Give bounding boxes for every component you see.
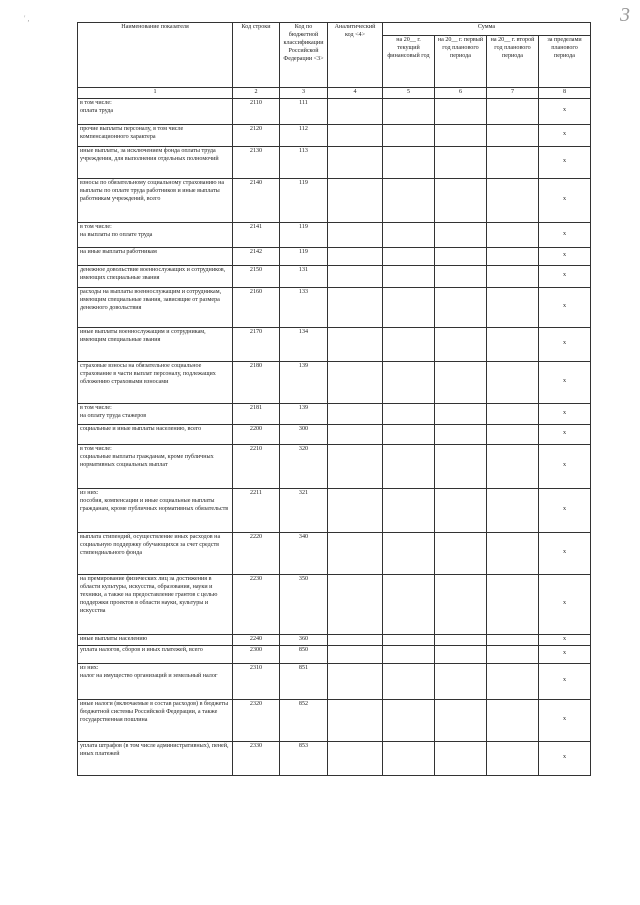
row-code: 2200 xyxy=(233,424,280,444)
sum-second-plan-year-cell xyxy=(487,361,539,403)
row-name: социальные и иные выплаты населению, всего xyxy=(78,424,233,444)
sum-second-plan-year-cell xyxy=(487,574,539,634)
sum-second-plan-year-cell xyxy=(487,424,539,444)
analytic-code-cell xyxy=(328,146,383,178)
row-name: денежное довольствие военнослужащих и сотрудников, имеющих специальные звания xyxy=(78,265,233,287)
sum-first-plan-year-cell xyxy=(435,574,487,634)
row-name: в том числе: оплата труда xyxy=(78,98,233,124)
sum-current-year-cell xyxy=(383,403,435,424)
analytic-code-cell xyxy=(328,444,383,488)
table-row xyxy=(78,247,591,265)
col-number: 7 xyxy=(487,88,539,99)
sum-second-plan-year-cell xyxy=(487,287,539,327)
analytic-code-cell xyxy=(328,98,383,124)
sum-second-plan-year-cell xyxy=(487,532,539,574)
sum-second-plan-year-cell xyxy=(487,488,539,532)
row-code: 2150 xyxy=(233,265,280,287)
row-name: страховые взносы на обязательное социальное страхование в части выплат персоналу, подлежащих обложению страховыми взносами xyxy=(78,361,233,403)
sum-current-year-cell xyxy=(383,741,435,775)
row-code: 2141 xyxy=(233,222,280,247)
beyond-plan-cell: x xyxy=(539,699,591,741)
row-name: уплата штрафов (в том числе административных), пеней, иных платежей xyxy=(78,741,233,775)
table-row xyxy=(78,178,591,222)
beyond-plan-cell: x xyxy=(539,444,591,488)
table-row xyxy=(78,124,591,146)
row-code: 2140 xyxy=(233,178,280,222)
sum-second-plan-year-cell xyxy=(487,178,539,222)
row-name: уплата налогов, сборов и иных платежей, всего xyxy=(78,645,233,663)
table-row xyxy=(78,361,591,403)
analytic-code-cell xyxy=(328,178,383,222)
sum-current-year-cell xyxy=(383,663,435,699)
kbk-code: 133 xyxy=(280,287,328,327)
header-row-code: Код строки xyxy=(233,23,280,88)
sum-current-year-cell xyxy=(383,634,435,645)
row-code: 2310 xyxy=(233,663,280,699)
sum-current-year-cell xyxy=(383,444,435,488)
sum-first-plan-year-cell xyxy=(435,327,487,361)
analytic-code-cell xyxy=(328,424,383,444)
row-name: прочие выплаты персоналу, в том числе компенсационного характера xyxy=(78,124,233,146)
analytic-code-cell xyxy=(328,222,383,247)
col-number: 8 xyxy=(539,88,591,99)
header-kbk-code: Код по бюджетной классификации Российской Федерации <3> xyxy=(280,23,328,88)
analytic-code-cell xyxy=(328,574,383,634)
row-code: 2110 xyxy=(233,98,280,124)
analytic-code-cell xyxy=(328,488,383,532)
kbk-code: 131 xyxy=(280,265,328,287)
kbk-code: 119 xyxy=(280,178,328,222)
row-name: иные выплаты военнослужащим и сотрудникам, имеющим специальные звания xyxy=(78,327,233,361)
analytic-code-cell xyxy=(328,663,383,699)
sum-first-plan-year-cell xyxy=(435,222,487,247)
row-code: 2180 xyxy=(233,361,280,403)
beyond-plan-cell: x xyxy=(539,488,591,532)
analytic-code-cell xyxy=(328,532,383,574)
table-body xyxy=(78,98,591,775)
sum-current-year-cell xyxy=(383,327,435,361)
sum-current-year-cell xyxy=(383,645,435,663)
analytic-code-cell xyxy=(328,403,383,424)
sum-first-plan-year-cell xyxy=(435,488,487,532)
sum-first-plan-year-cell xyxy=(435,124,487,146)
sum-first-plan-year-cell xyxy=(435,361,487,403)
header-name: Наименование показателя xyxy=(78,23,233,88)
beyond-plan-cell: x xyxy=(539,645,591,663)
beyond-plan-cell: x xyxy=(539,634,591,645)
table-row xyxy=(78,532,591,574)
row-name: в том числе: на выплаты по оплате труда xyxy=(78,222,233,247)
table-row xyxy=(78,663,591,699)
sum-current-year-cell xyxy=(383,178,435,222)
sum-first-plan-year-cell xyxy=(435,98,487,124)
beyond-plan-cell: x xyxy=(539,574,591,634)
row-code: 2142 xyxy=(233,247,280,265)
row-name: взносы по обязательному социальному страхованию на выплаты по оплате труда работников и иные выплаты работникам учреждений, всего xyxy=(78,178,233,222)
kbk-code: 139 xyxy=(280,361,328,403)
row-name: иные налоги (включаемые в состав расходов) в бюджеты бюджетной системы Российской Федерации, а также государственная пошлина xyxy=(78,699,233,741)
budget-plan-table xyxy=(77,22,591,776)
table-row xyxy=(78,424,591,444)
sum-second-plan-year-cell xyxy=(487,222,539,247)
table-row xyxy=(78,645,591,663)
row-name: иные выплаты населению xyxy=(78,634,233,645)
sum-current-year-cell xyxy=(383,265,435,287)
table-row xyxy=(78,146,591,178)
kbk-code: 850 xyxy=(280,645,328,663)
sum-current-year-cell xyxy=(383,124,435,146)
row-name: в том числе: на оплату труда стажеров xyxy=(78,403,233,424)
scan-specks: ' , xyxy=(24,14,30,23)
sum-second-plan-year-cell xyxy=(487,146,539,178)
beyond-plan-cell: x xyxy=(539,403,591,424)
col-number: 3 xyxy=(280,88,328,99)
sum-second-plan-year-cell xyxy=(487,98,539,124)
sum-first-plan-year-cell xyxy=(435,634,487,645)
beyond-plan-cell: x xyxy=(539,327,591,361)
analytic-code-cell xyxy=(328,741,383,775)
kbk-code: 113 xyxy=(280,146,328,178)
header-sum: Сумма xyxy=(383,23,591,36)
sum-first-plan-year-cell xyxy=(435,403,487,424)
kbk-code: 853 xyxy=(280,741,328,775)
sum-second-plan-year-cell xyxy=(487,124,539,146)
sum-second-plan-year-cell xyxy=(487,265,539,287)
table-row xyxy=(78,634,591,645)
table-row xyxy=(78,488,591,532)
sum-second-plan-year-cell xyxy=(487,663,539,699)
sum-current-year-cell xyxy=(383,247,435,265)
row-code: 2130 xyxy=(233,146,280,178)
analytic-code-cell xyxy=(328,124,383,146)
kbk-code: 852 xyxy=(280,699,328,741)
table-row xyxy=(78,741,591,775)
sum-current-year-cell xyxy=(383,146,435,178)
sum-current-year-cell xyxy=(383,361,435,403)
row-code: 2210 xyxy=(233,444,280,488)
kbk-code: 134 xyxy=(280,327,328,361)
analytic-code-cell xyxy=(328,327,383,361)
beyond-plan-cell: x xyxy=(539,222,591,247)
beyond-plan-cell: x xyxy=(539,146,591,178)
table-row xyxy=(78,98,591,124)
kbk-code: 350 xyxy=(280,574,328,634)
page-number-mark: 3 xyxy=(620,4,630,26)
beyond-plan-cell: x xyxy=(539,247,591,265)
sum-second-plan-year-cell xyxy=(487,645,539,663)
sum-current-year-cell xyxy=(383,574,435,634)
sum-second-plan-year-cell xyxy=(487,403,539,424)
kbk-code: 851 xyxy=(280,663,328,699)
col-number: 4 xyxy=(328,88,383,99)
sum-first-plan-year-cell xyxy=(435,146,487,178)
kbk-code: 300 xyxy=(280,424,328,444)
analytic-code-cell xyxy=(328,287,383,327)
row-code: 2181 xyxy=(233,403,280,424)
table-row xyxy=(78,327,591,361)
row-name: на иные выплаты работникам xyxy=(78,247,233,265)
sum-first-plan-year-cell xyxy=(435,178,487,222)
analytic-code-cell xyxy=(328,699,383,741)
row-name: на премирование физических лиц за достижения в области культуры, искусства, образования, науки и техники, а также на предоставление грантов с целью поддержки проектов в области науки, культуры и искусства xyxy=(78,574,233,634)
sum-current-year-cell xyxy=(383,222,435,247)
column-number-row xyxy=(78,88,591,99)
beyond-plan-cell: x xyxy=(539,178,591,222)
beyond-plan-cell: x xyxy=(539,124,591,146)
row-name: из них: налог на имущество организаций и земельный налог xyxy=(78,663,233,699)
analytic-code-cell xyxy=(328,361,383,403)
row-name: расходы на выплаты военнослужащим и сотрудникам, имеющим специальные звания, зависящие от размера денежного довольствия xyxy=(78,287,233,327)
header-year-first-plan: на 20__ г. первый год планового периода xyxy=(435,36,487,88)
sum-second-plan-year-cell xyxy=(487,247,539,265)
header-analytic-code: Аналитический код <4> xyxy=(328,23,383,88)
sum-second-plan-year-cell xyxy=(487,444,539,488)
table-row xyxy=(78,222,591,247)
sum-first-plan-year-cell xyxy=(435,663,487,699)
col-number: 6 xyxy=(435,88,487,99)
analytic-code-cell xyxy=(328,247,383,265)
beyond-plan-cell: x xyxy=(539,663,591,699)
sum-first-plan-year-cell xyxy=(435,424,487,444)
beyond-plan-cell: x xyxy=(539,424,591,444)
sum-first-plan-year-cell xyxy=(435,265,487,287)
beyond-plan-cell: x xyxy=(539,287,591,327)
row-code: 2211 xyxy=(233,488,280,532)
sum-first-plan-year-cell xyxy=(435,741,487,775)
kbk-code: 112 xyxy=(280,124,328,146)
kbk-code: 119 xyxy=(280,247,328,265)
col-number: 5 xyxy=(383,88,435,99)
col-number: 2 xyxy=(233,88,280,99)
row-code: 2230 xyxy=(233,574,280,634)
sum-current-year-cell xyxy=(383,287,435,327)
sum-first-plan-year-cell xyxy=(435,699,487,741)
sum-current-year-cell xyxy=(383,488,435,532)
kbk-code: 340 xyxy=(280,532,328,574)
table-row xyxy=(78,403,591,424)
row-code: 2300 xyxy=(233,645,280,663)
row-code: 2320 xyxy=(233,699,280,741)
sum-first-plan-year-cell xyxy=(435,444,487,488)
table-row xyxy=(78,444,591,488)
row-code: 2170 xyxy=(233,327,280,361)
beyond-plan-cell: x xyxy=(539,532,591,574)
sum-current-year-cell xyxy=(383,424,435,444)
col-number: 1 xyxy=(78,88,233,99)
row-code: 2160 xyxy=(233,287,280,327)
beyond-plan-cell: x xyxy=(539,98,591,124)
kbk-code: 111 xyxy=(280,98,328,124)
row-name: иные выплаты, за исключением фонда оплаты труда учреждения, для выполнения отдельных полномочий xyxy=(78,146,233,178)
kbk-code: 360 xyxy=(280,634,328,645)
sum-first-plan-year-cell xyxy=(435,247,487,265)
beyond-plan-cell: x xyxy=(539,741,591,775)
sum-first-plan-year-cell xyxy=(435,287,487,327)
table-row xyxy=(78,574,591,634)
sum-second-plan-year-cell xyxy=(487,634,539,645)
sum-second-plan-year-cell xyxy=(487,327,539,361)
analytic-code-cell xyxy=(328,265,383,287)
row-code: 2240 xyxy=(233,634,280,645)
sum-current-year-cell xyxy=(383,98,435,124)
row-code: 2120 xyxy=(233,124,280,146)
kbk-code: 139 xyxy=(280,403,328,424)
sum-current-year-cell xyxy=(383,532,435,574)
sum-current-year-cell xyxy=(383,699,435,741)
row-name: выплата стипендий, осуществление иных расходов на социальную поддержку обучающихся за счет средств стипендиального фонда xyxy=(78,532,233,574)
header-year-current: на 20__ г. текущий финансовый год xyxy=(383,36,435,88)
table-row xyxy=(78,265,591,287)
kbk-code: 119 xyxy=(280,222,328,247)
analytic-code-cell xyxy=(328,634,383,645)
header-year-second-plan: на 20__ г. второй год планового периода xyxy=(487,36,539,88)
sum-first-plan-year-cell xyxy=(435,532,487,574)
beyond-plan-cell: x xyxy=(539,265,591,287)
row-name: в том числе: социальные выплаты гражданам, кроме публичных нормативных социальных выплат xyxy=(78,444,233,488)
table-row xyxy=(78,699,591,741)
row-code: 2330 xyxy=(233,741,280,775)
sum-first-plan-year-cell xyxy=(435,645,487,663)
sum-second-plan-year-cell xyxy=(487,741,539,775)
kbk-code: 321 xyxy=(280,488,328,532)
beyond-plan-cell: x xyxy=(539,361,591,403)
sum-second-plan-year-cell xyxy=(487,699,539,741)
row-name: из них: пособия, компенсации и иные социальные выплаты гражданам, кроме публичных нормативных обязательств xyxy=(78,488,233,532)
header-beyond-plan: за пределами планового периода xyxy=(539,36,591,88)
analytic-code-cell xyxy=(328,645,383,663)
table-row xyxy=(78,287,591,327)
kbk-code: 320 xyxy=(280,444,328,488)
row-code: 2220 xyxy=(233,532,280,574)
